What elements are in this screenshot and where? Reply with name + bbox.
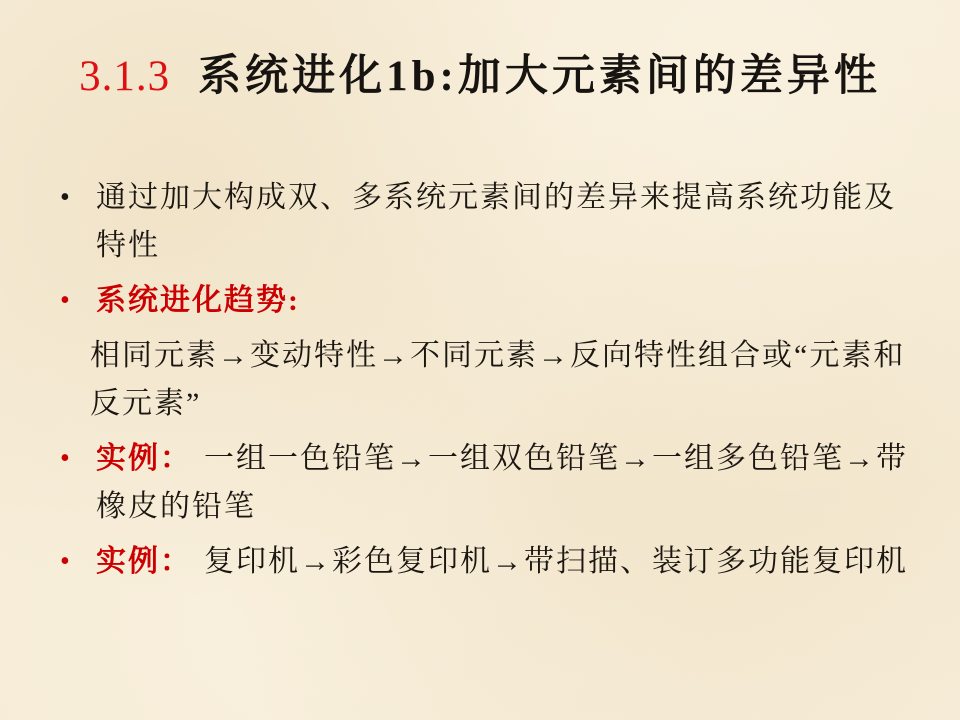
bullet-text-segment: 系统进化趋势: [96, 283, 300, 317]
continuation-text-segment: 相同元素→变动特性→不同元素→反向特性组合或“元素和反元素” [90, 338, 906, 420]
bullet-item-3 [60, 435, 910, 531]
bullet-icon: • [60, 545, 72, 577]
slide-body [60, 174, 910, 586]
example-label: 实例： [96, 544, 192, 578]
bullet-text-segment: 一组一色铅笔→一组双色铅笔→一组多色铅笔→带橡皮的铅笔 [96, 441, 908, 523]
bullet-text [96, 538, 910, 586]
title-text: 系统进化1b:加大元素间的差异性 [198, 53, 881, 100]
bullet-text [96, 277, 910, 325]
title-section-number: 3.1.3 [79, 53, 171, 100]
bullet-icon: • [60, 181, 72, 213]
continuation-text [90, 332, 910, 428]
bullet-item-2 [60, 277, 910, 325]
slide-title [0, 0, 960, 104]
bullet-text-segment: 通过加大构成双、多系统元素间的差异来提高系统功能及特性 [96, 180, 896, 262]
example-label: 实例： [96, 441, 192, 475]
bullet-icon: • [60, 284, 72, 316]
bullet-icon: • [60, 442, 72, 474]
bullet-item-4 [60, 538, 910, 586]
continuation-line [60, 332, 910, 428]
bullet-text-segment: 复印机→彩色复印机→带扫描、装订多功能复印机 [204, 544, 908, 578]
bullet-text [96, 174, 910, 270]
bullet-text [96, 435, 910, 531]
bullet-item-1 [60, 174, 910, 270]
